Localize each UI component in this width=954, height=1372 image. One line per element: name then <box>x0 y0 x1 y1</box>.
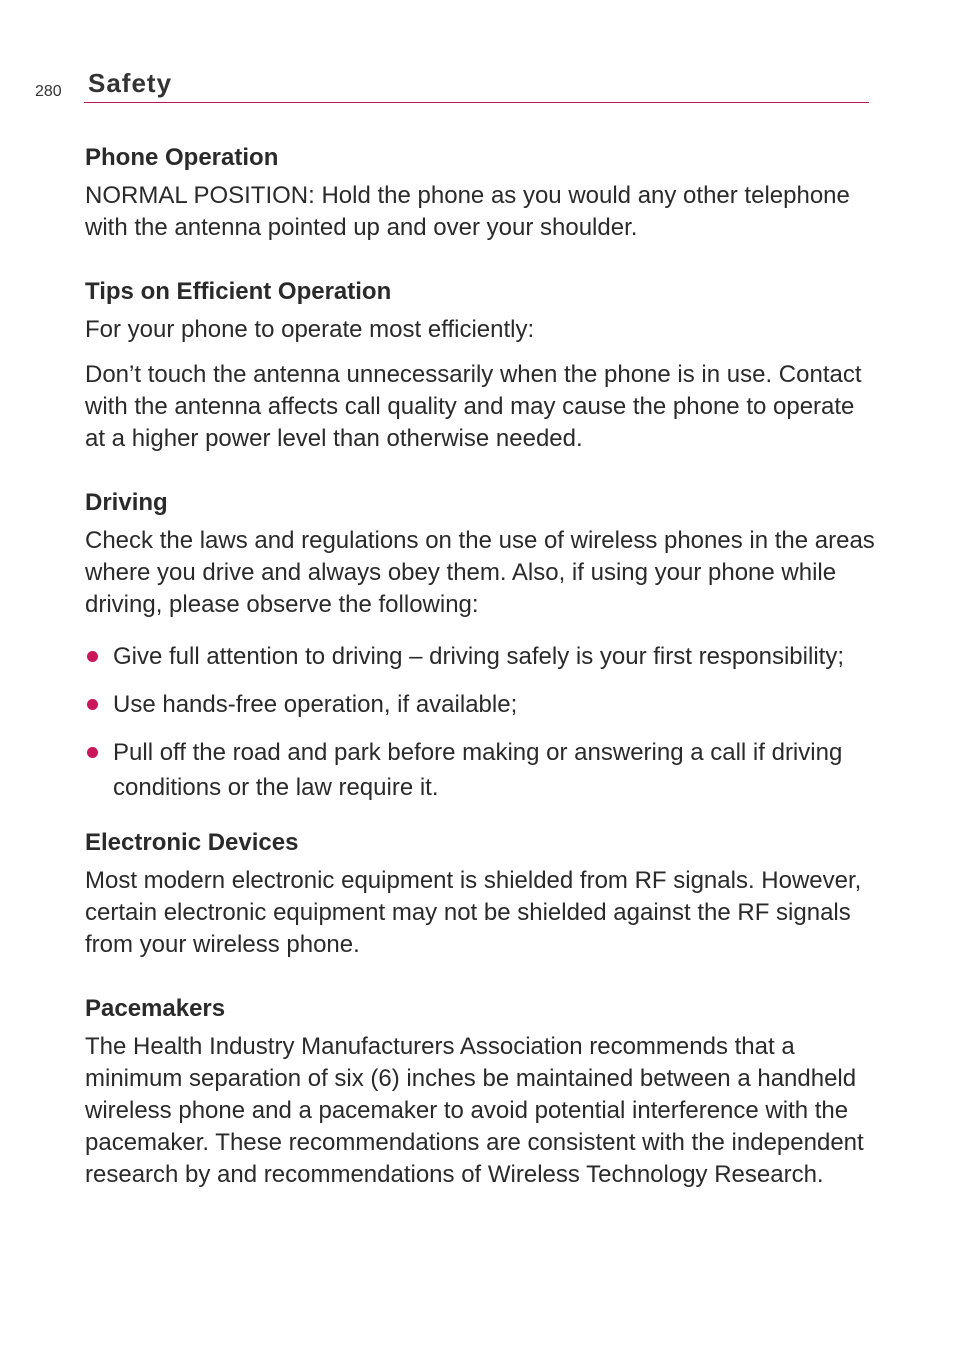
paragraph-normal-position: NORMAL POSITION: Hold the phone as you would any other telephone with the antenna pointed up and over your shoulder. <box>85 182 850 241</box>
heading-phone-operation: Phone Operation <box>85 144 279 171</box>
bullet-dot-icon <box>87 747 98 758</box>
bullet-dot-icon <box>87 699 98 710</box>
list-item <box>85 639 875 674</box>
section-pacemakers <box>85 993 875 1191</box>
page-number: 280 <box>35 83 62 100</box>
heading-pacemakers: Pacemakers <box>85 995 226 1022</box>
section-electronic-devices <box>85 827 875 961</box>
paragraph-antenna: Don’t touch the antenna unnecessarily when the phone is in use. Contact with the antenna affects call quality and may cause the phone to operate at a higher power level than otherwise needed. <box>85 361 862 452</box>
heading-driving: Driving <box>85 489 168 516</box>
driving-bullet-list <box>85 639 875 805</box>
bullet-dot-icon <box>87 651 98 662</box>
paragraph-electronic-devices: Most modern electronic equipment is shielded from RF signals. However, certain electronic equipment may not be shielded against the RF signals from your wireless phone. <box>85 867 862 958</box>
section-phone-operation <box>85 142 875 244</box>
paragraph-driving: Check the laws and regulations on the use of wireless phones in the areas where you drive and always obey them. Also, if using your phone while driving, please observe the following: <box>85 527 875 618</box>
list-item <box>85 687 875 722</box>
paragraph-pacemakers: The Health Industry Manufacturers Association recommends that a minimum separation of six (6) inches be maintained between a handheld wireless phone and a pacemaker to avoid potential interference with the pacemaker. These recommendations are consistent with the independent research by and recommendations of Wireless Technology Research. <box>85 1033 864 1188</box>
section-driving <box>85 487 875 805</box>
heading-electronic-devices: Electronic Devices <box>85 829 299 856</box>
bullet-text: Pull off the road and park before making or answering a call if driving conditions or the law require it. <box>113 739 843 801</box>
bullet-text: Give full attention to driving – driving safely is your first responsibility; <box>113 643 844 670</box>
heading-tips-efficient-operation: Tips on Efficient Operation <box>85 278 392 305</box>
bullet-text: Use hands-free operation, if available; <box>113 691 518 718</box>
paragraph-tips-intro: For your phone to operate most efficiently: <box>85 316 535 343</box>
page-content <box>85 142 875 1223</box>
list-item <box>85 735 875 805</box>
section-title: Safety <box>88 68 173 98</box>
header-divider <box>84 102 869 103</box>
section-tips-efficient-operation <box>85 276 875 455</box>
